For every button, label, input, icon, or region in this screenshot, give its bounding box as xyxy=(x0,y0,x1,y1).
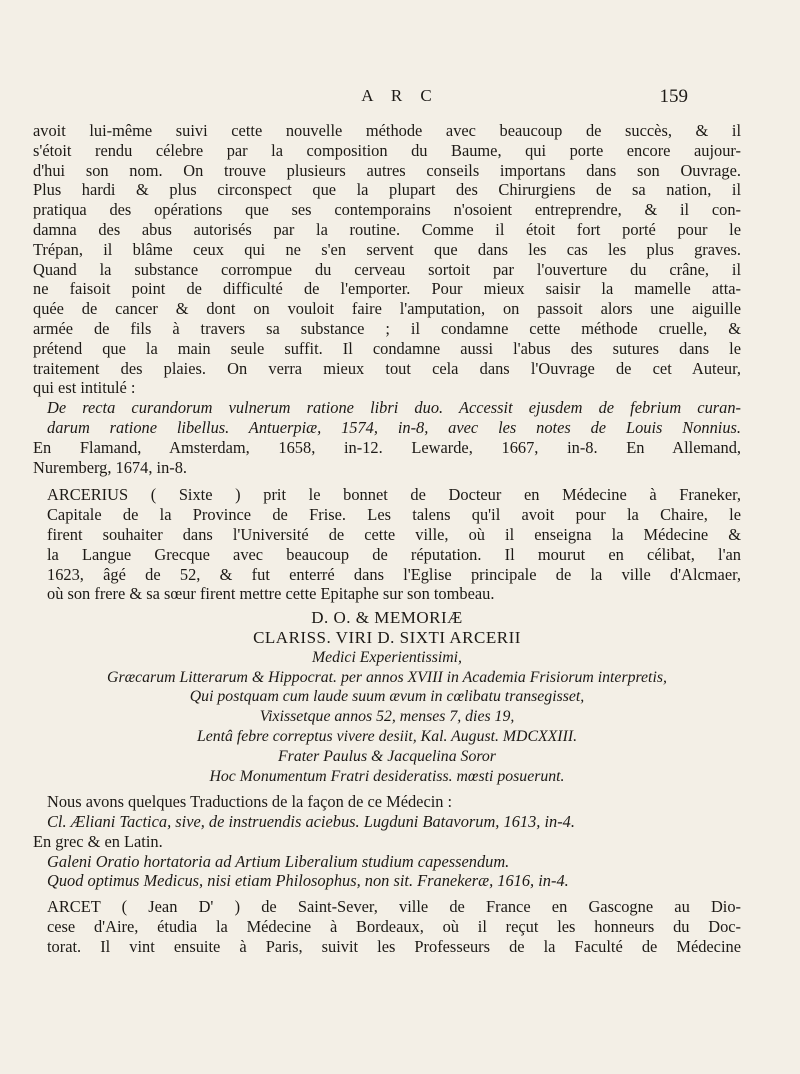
text-line: Quand la substance corrompue du cerveau sortoit par l'ouverture du crâne, il xyxy=(33,259,741,279)
epitaph-line: Qui postquam cum laude suum ævum in cœlibatu transegisset, xyxy=(189,688,585,706)
epitaph-line: Lentâ febre correptus vivere desiit, Kal. August. MDCXXIII. xyxy=(196,727,578,745)
text-line: la Langue Grecque avec beaucoup de réputation. Il mourut en célibat, l'an xyxy=(47,544,741,564)
editions-list xyxy=(33,438,741,478)
text-line: cese d'Aire, étudia la Médecine à Bordeaux, où il reçut les honneurs du Doc- xyxy=(47,917,741,937)
text-line: Plus hardi & plus circonspect que la plupart des Chirurgiens de sa nation, il xyxy=(33,180,741,200)
work-citation: Galeni Oratio hortatoria ad Artium Liberalium studium capessendum. xyxy=(47,851,510,871)
epitaph-line: Græcarum Litterarum & Hippocrat. per annos XVIII in Academia Frisiorum interpretis, xyxy=(107,668,667,686)
citation-line: De recta curandorum vulnerum ratione libri duo. Accessit ejusdem de febrium curan- xyxy=(47,398,741,418)
header-title: A R C xyxy=(361,86,439,105)
epitaph-line: Hoc Monumentum Fratri desideratiss. mœsti posuerunt. xyxy=(209,767,565,785)
text-line: Trépan, il blâme ceux qui ne s'en servent que dans les cas les plus graves. xyxy=(33,239,741,259)
text-line: quée de cancer & dont on vouloit faire l'amputation, on passoit alors une aiguille xyxy=(33,299,741,319)
epitaph xyxy=(33,608,741,786)
text-line: 1623, âgé de 52, & fut enterré dans l'Eglise principale de la ville d'Alcmaer, xyxy=(47,564,741,584)
text-line: torat. Il vint ensuite à Paris, suivit les Professeurs de la Faculté de Médecine xyxy=(47,936,741,956)
text-line: Capitale de la Province de Frise. Les talens qu'il avoit pour la Chaire, le xyxy=(47,505,741,525)
paragraph-arcerius xyxy=(33,485,741,604)
translations-intro: Nous avons quelques Traductions de la façon de ce Médecin : xyxy=(47,792,453,812)
text-line: Nuremberg, 1674, in-8. xyxy=(33,457,188,477)
text-line: ARCERIUS ( Sixte ) prit le bonnet de Docteur en Médecine à Franeker, xyxy=(47,485,741,505)
text-line: En Flamand, Amsterdam, 1658, in-12. Lewarde, 1667, in-8. En Allemand, xyxy=(33,437,741,457)
page-body xyxy=(33,121,741,957)
text-line: traitement des plaies. On verra mieux tout cela dans l'Ouvrage de cet Auteur, xyxy=(33,358,741,378)
translations-section xyxy=(33,792,741,891)
text-line: damna des abus autorisés par la routine. Comme il étoit fort porté pour le xyxy=(33,219,741,239)
citation-line: darum ratione libellus. Antuerpiæ, 1574, in-8, avec les notes de Louis Nonnius. xyxy=(47,417,741,437)
text-line: pratiqua des opérations que ses contemporains n'osoient entreprendre, & il con- xyxy=(33,200,741,220)
text-line: prétend que la main seule suffit. Il condamne aussi l'abus des sutures dans le xyxy=(33,338,741,358)
paragraph-arcet xyxy=(33,897,741,956)
epitaph-line: D. O. & MEMORIÆ xyxy=(311,608,463,628)
text-line: où son frere & sa sœur firent mettre cette Epitaphe sur son tombeau. xyxy=(47,584,495,604)
paragraph-arceus-continued xyxy=(33,121,741,398)
text-line: ARCET ( Jean D' ) de Saint-Sever, ville de France en Gascogne au Dio- xyxy=(47,897,741,917)
text-line: armée de fils à travers sa substance ; il condamne cette méthode cruelle, & xyxy=(33,318,741,338)
work-citation: Quod optimus Medicus, nisi etiam Philosophus, non sit. Franekeræ, 1616, in-4. xyxy=(47,871,569,891)
text-line: s'étoit rendu célebre par la composition du Baume, qui porte encore aujour- xyxy=(33,140,741,160)
book-citation xyxy=(33,398,741,438)
epitaph-line: Medici Experientissimi, xyxy=(311,648,463,666)
text-line: ne faisoit point de difficulté de l'emporter. Pour mieux saisir la mamelle atta- xyxy=(33,279,741,299)
page-number: 159 xyxy=(659,86,688,107)
epitaph-line: Frater Paulus & Jacquelina Soror xyxy=(278,747,496,765)
epitaph-line: Vixissetque annos 52, menses 7, dies 19, xyxy=(259,708,515,726)
text-line: avoit lui-même suivi cette nouvelle méthode avec beaucoup de succès, & il xyxy=(33,121,741,140)
text-line: firent souhaiter dans l'Université de cette ville, où il enseigna la Médecine & xyxy=(47,524,741,544)
work-citation: Cl. Æliani Tactica, sive, de instruendis aciebus. Lugduni Batavorum, 1613, in-4. xyxy=(47,812,575,832)
epitaph-line: CLARISS. VIRI D. SIXTI ARCERII xyxy=(253,627,521,647)
running-head xyxy=(0,86,800,116)
text-line: qui est intitulé : xyxy=(33,378,136,398)
text-line: En grec & en Latin. xyxy=(33,831,163,851)
text-line: d'hui son nom. On trouve plusieurs autres conseils importans dans son Ouvrage. xyxy=(33,160,741,180)
